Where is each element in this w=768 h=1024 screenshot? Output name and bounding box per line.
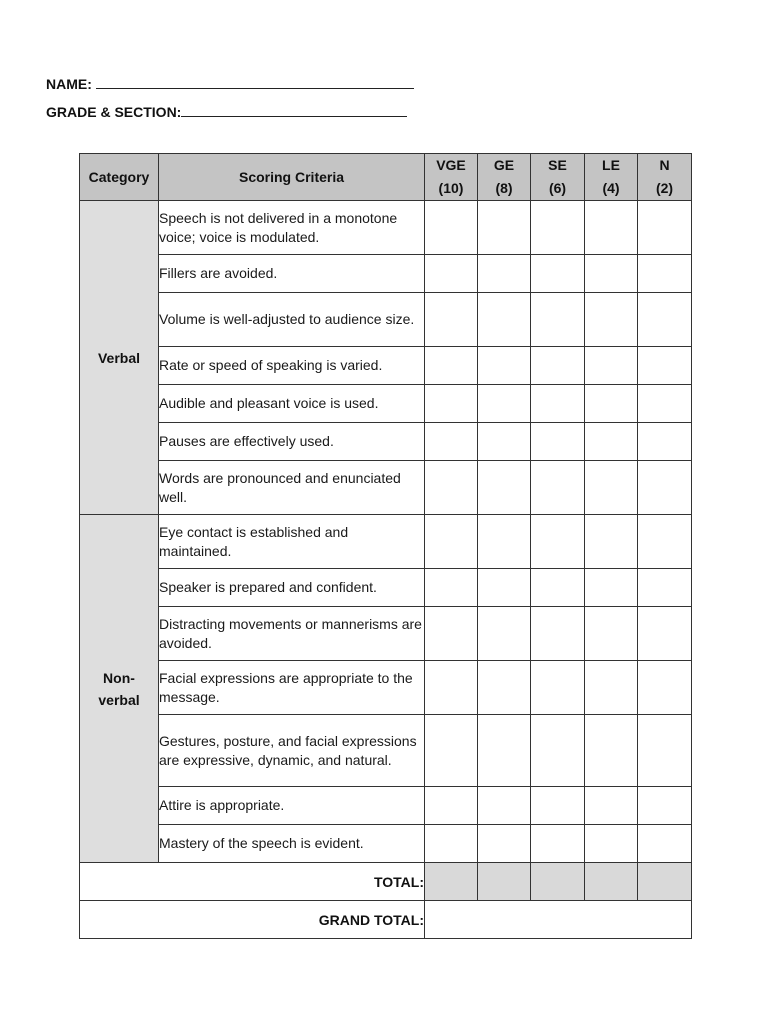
- score-cell[interactable]: [531, 715, 585, 787]
- category-header: Category: [80, 154, 159, 201]
- score-header-se: [531, 154, 585, 201]
- score-header-vge: [425, 154, 478, 201]
- score-cell[interactable]: [478, 293, 531, 347]
- score-cell[interactable]: [425, 293, 478, 347]
- score-cell[interactable]: [585, 661, 638, 715]
- table-row: [80, 661, 692, 715]
- score-cell[interactable]: [585, 787, 638, 825]
- score-cell[interactable]: [478, 255, 531, 293]
- score-cell[interactable]: [478, 461, 531, 515]
- table-row: [80, 385, 692, 423]
- score-cell[interactable]: [638, 825, 692, 863]
- category-verbal: Verbal: [80, 201, 159, 515]
- score-cell[interactable]: [638, 423, 692, 461]
- score-cell[interactable]: [585, 461, 638, 515]
- score-code: GE: [493, 157, 515, 173]
- total-cell[interactable]: [585, 863, 638, 901]
- criteria-cell: Gestures, posture, and facial expressions are expressive, dynamic, and natural.: [159, 715, 425, 787]
- criteria-cell: Facial expressions are appropriate to the message.: [159, 661, 425, 715]
- score-cell[interactable]: [425, 569, 478, 607]
- grade-section-label: GRADE & SECTION:: [46, 104, 182, 120]
- score-cell[interactable]: [425, 661, 478, 715]
- score-cell[interactable]: [585, 515, 638, 569]
- score-cell[interactable]: [478, 569, 531, 607]
- score-cell[interactable]: [425, 715, 478, 787]
- score-cell[interactable]: [531, 255, 585, 293]
- score-cell[interactable]: [531, 385, 585, 423]
- score-cell[interactable]: [638, 715, 692, 787]
- criteria-cell: Volume is well-adjusted to audience size.: [159, 293, 425, 347]
- score-cell[interactable]: [425, 515, 478, 569]
- score-cell[interactable]: [531, 661, 585, 715]
- score-cell[interactable]: [531, 347, 585, 385]
- score-cell[interactable]: [425, 607, 478, 661]
- table-row: [80, 515, 692, 569]
- total-cell[interactable]: [478, 863, 531, 901]
- score-cell[interactable]: [638, 255, 692, 293]
- score-cell[interactable]: [585, 569, 638, 607]
- score-header-ge: [478, 154, 531, 201]
- score-cell[interactable]: [585, 255, 638, 293]
- score-cell[interactable]: [531, 293, 585, 347]
- criteria-cell: Speech is not delivered in a monotone voice; voice is modulated.: [159, 201, 425, 255]
- score-cell[interactable]: [425, 255, 478, 293]
- score-points: (6): [548, 180, 567, 196]
- table-row: [80, 715, 692, 787]
- total-row: [80, 863, 692, 901]
- name-label: NAME:: [46, 76, 92, 92]
- score-cell[interactable]: [425, 825, 478, 863]
- score-cell[interactable]: [585, 201, 638, 255]
- score-points: (4): [602, 180, 620, 196]
- table-row: [80, 569, 692, 607]
- score-cell[interactable]: [531, 461, 585, 515]
- criteria-cell: Words are pronounced and enunciated well.: [159, 461, 425, 515]
- score-cell[interactable]: [638, 293, 692, 347]
- score-cell[interactable]: [425, 787, 478, 825]
- score-points: (2): [655, 180, 674, 196]
- category-nonverbal: [80, 515, 159, 863]
- score-cell[interactable]: [531, 825, 585, 863]
- score-cell[interactable]: [478, 825, 531, 863]
- score-cell[interactable]: [638, 787, 692, 825]
- score-cell[interactable]: [425, 385, 478, 423]
- score-cell[interactable]: [478, 787, 531, 825]
- score-cell[interactable]: [638, 569, 692, 607]
- score-code: VGE: [436, 157, 466, 173]
- score-cell[interactable]: [531, 607, 585, 661]
- name-field[interactable]: [46, 76, 414, 92]
- score-code: SE: [548, 157, 567, 173]
- criteria-cell: Distracting movements or mannerisms are avoided.: [159, 607, 425, 661]
- grade-section-field[interactable]: [46, 104, 407, 120]
- total-cell[interactable]: [425, 863, 478, 901]
- table-row: [80, 255, 692, 293]
- score-cell[interactable]: [478, 515, 531, 569]
- score-cell[interactable]: [531, 787, 585, 825]
- name-blank-line[interactable]: [96, 76, 414, 89]
- total-cell[interactable]: [531, 863, 585, 901]
- score-cell[interactable]: [638, 515, 692, 569]
- score-cell[interactable]: [638, 347, 692, 385]
- score-header-n: [638, 154, 692, 201]
- score-cell[interactable]: [638, 201, 692, 255]
- criteria-cell: Speaker is prepared and confident.: [159, 569, 425, 607]
- scoring-rubric-table: [79, 153, 692, 939]
- score-cell[interactable]: [585, 347, 638, 385]
- table-row: [80, 825, 692, 863]
- score-cell[interactable]: [425, 461, 478, 515]
- criteria-cell: Attire is appropriate.: [159, 787, 425, 825]
- table-row: [80, 607, 692, 661]
- score-cell[interactable]: [585, 825, 638, 863]
- criteria-cell: Fillers are avoided.: [159, 255, 425, 293]
- score-cell[interactable]: [531, 515, 585, 569]
- score-cell[interactable]: [531, 569, 585, 607]
- score-cell[interactable]: [531, 201, 585, 255]
- total-cell[interactable]: [638, 863, 692, 901]
- table-row: [80, 347, 692, 385]
- score-cell[interactable]: [585, 423, 638, 461]
- score-cell[interactable]: [638, 607, 692, 661]
- criteria-cell: Mastery of the speech is evident.: [159, 825, 425, 863]
- grade-section-blank-line[interactable]: [181, 104, 407, 117]
- grand-total-row: [80, 901, 692, 939]
- total-label: TOTAL:: [80, 863, 425, 901]
- score-cell[interactable]: [478, 607, 531, 661]
- table-row: [80, 787, 692, 825]
- score-header-le: [585, 154, 638, 201]
- score-cell[interactable]: [638, 661, 692, 715]
- score-cell[interactable]: [425, 423, 478, 461]
- score-points: (8): [495, 180, 513, 196]
- table-row: [80, 293, 692, 347]
- criteria-cell: Pauses are effectively used.: [159, 423, 425, 461]
- score-cell[interactable]: [638, 461, 692, 515]
- score-cell[interactable]: [531, 423, 585, 461]
- table-row: [80, 201, 692, 255]
- score-cell[interactable]: [478, 715, 531, 787]
- score-cell[interactable]: [425, 201, 478, 255]
- category-nonverbal-line1: Non-: [103, 669, 135, 686]
- score-code: LE: [602, 157, 620, 173]
- score-points: (10): [438, 180, 464, 196]
- score-cell[interactable]: [478, 347, 531, 385]
- score-cell[interactable]: [478, 201, 531, 255]
- criteria-cell: Rate or speed of speaking is varied.: [159, 347, 425, 385]
- criteria-header: Scoring Criteria: [159, 154, 425, 201]
- score-cell[interactable]: [585, 293, 638, 347]
- table-row: [80, 461, 692, 515]
- score-cell[interactable]: [585, 715, 638, 787]
- category-nonverbal-line2: verbal: [98, 691, 140, 708]
- score-cell[interactable]: [425, 347, 478, 385]
- criteria-cell: Audible and pleasant voice is used.: [159, 385, 425, 423]
- table-row: [80, 423, 692, 461]
- criteria-cell: Eye contact is established and maintained.: [159, 515, 425, 569]
- score-cell[interactable]: [478, 385, 531, 423]
- score-cell[interactable]: [638, 385, 692, 423]
- grand-total-cell[interactable]: [425, 901, 692, 939]
- score-cell[interactable]: [585, 607, 638, 661]
- score-code: N: [659, 157, 670, 173]
- table-header-row: [80, 154, 692, 201]
- grand-total-label: GRAND TOTAL:: [80, 901, 425, 939]
- score-cell[interactable]: [478, 661, 531, 715]
- score-cell[interactable]: [478, 423, 531, 461]
- score-cell[interactable]: [585, 385, 638, 423]
